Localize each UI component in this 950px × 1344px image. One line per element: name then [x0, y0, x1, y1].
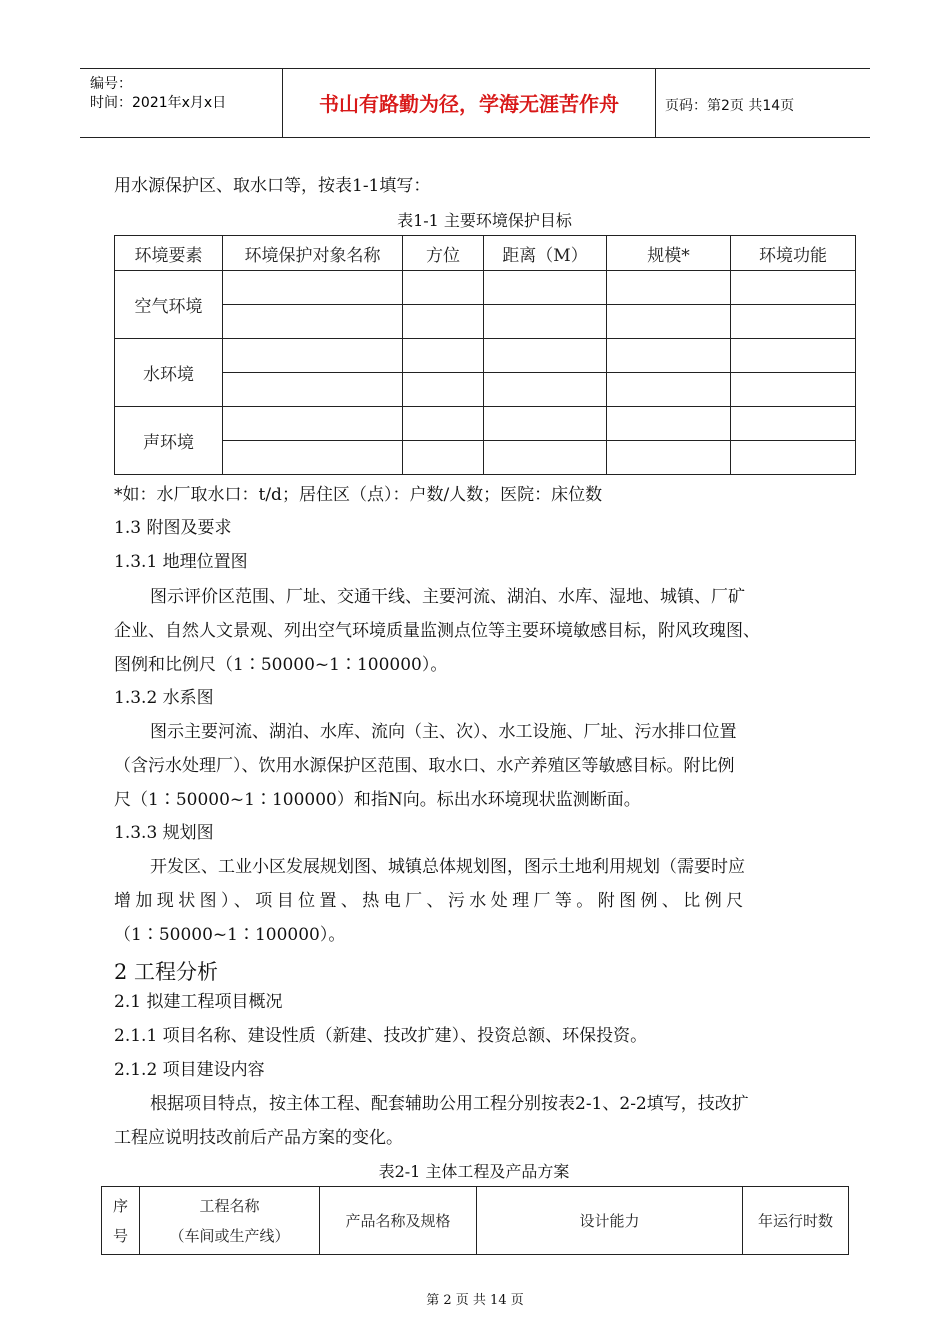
header-line: 序 [112, 1196, 128, 1215]
header-line: 工程名称 [199, 1196, 260, 1215]
paragraph-line: 增加现状图）、项目位置、热电厂、污水处理厂等。附图例、比例尺 [114, 891, 748, 911]
paragraph-line: 图示评价区范围、厂址、交通干线、主要河流、湖泊、水库、湿地、城镇、厂矿 [150, 587, 745, 607]
group-label: 水环境 [115, 339, 223, 407]
column-header-index [102, 1187, 140, 1255]
column-header: 环境保护对象名称 [223, 236, 403, 271]
paragraph-line: 根据项目特点，按主体工程、配套辅助公用工程分别按表2-1、2-2填写，技改扩 [150, 1094, 749, 1114]
table-row [115, 339, 856, 373]
date-label: 时间：2021年x月x日 [90, 95, 227, 111]
serial-label: 编号： [90, 76, 132, 92]
header-line: （车间或生产线） [169, 1226, 290, 1245]
column-header-hours: 年运行时数 [743, 1187, 849, 1255]
paragraph-line: 图示主要河流、湖泊、水库、流向（主、次）、水工设施、厂址、污水排口位置 [150, 722, 737, 742]
table1-note: *如：水厂取水口：t/d；居住区（点）：户数/人数；医院：床位数 [114, 485, 603, 505]
section-heading: 1.3.3 规划图 [114, 823, 214, 843]
group-label: 声环境 [115, 407, 223, 475]
chapter-heading: 2 工程分析 [114, 960, 219, 984]
column-header: 方位 [403, 236, 484, 271]
section-heading: 2.1.1 项目名称、建设性质（新建、技改扩建）、投资总额、环保投资。 [114, 1026, 648, 1046]
paragraph-line: （1∶50000~1∶100000）。 [114, 925, 346, 945]
table2-caption: 表2-1 主体工程及产品方案 [378, 1162, 570, 1181]
page-info: 页码：第2页 共14页 [665, 98, 795, 114]
column-header: 环境功能 [731, 236, 856, 271]
table-header-row [102, 1187, 849, 1255]
table-row [115, 305, 856, 339]
group-label: 空气环境 [115, 271, 223, 339]
section-heading: 2.1.2 项目建设内容 [114, 1060, 265, 1080]
column-header-product: 产品名称及规格 [320, 1187, 477, 1255]
paragraph-line: （含污水处理厂）、饮用水源保护区范围、取水口、水产养殖区等敏感目标。附比例 [114, 756, 735, 776]
column-header-capacity: 设计能力 [477, 1187, 743, 1255]
table-row [115, 441, 856, 475]
page-header [80, 68, 870, 138]
column-header: 环境要素 [115, 236, 223, 271]
section-heading: 1.3 附图及要求 [114, 518, 232, 538]
paragraph-line: 尺（1∶50000~1∶100000）和指N向。标出水环境现状监测断面。 [114, 790, 641, 810]
table-header-row [115, 236, 856, 271]
page-footer: 第 2 页 共 14 页 [426, 1293, 524, 1308]
section-heading: 1.3.2 水系图 [114, 688, 214, 708]
environment-targets-table [114, 235, 856, 475]
table-row [115, 407, 856, 441]
header-line: 号 [112, 1226, 128, 1245]
column-header: 距离（M） [484, 236, 607, 271]
paragraph-line: 开发区、工业小区发展规划图、城镇总体规划图，图示土地利用规划（需要时应 [150, 857, 745, 877]
header-divider [655, 69, 656, 137]
intro-line: 用水源保护区、取水口等，按表1-1填写： [114, 176, 431, 196]
paragraph-line: 工程应说明技改前后产品方案的变化。 [114, 1128, 403, 1148]
paragraph-line: 企业、自然人文景观、列出空气环境质量监测点位等主要环境敏感目标，附风玫瑰图、 [114, 621, 760, 641]
column-header: 规模* [607, 236, 731, 271]
table-row [115, 271, 856, 305]
column-header-project-name [140, 1187, 320, 1255]
motto: 书山有路勤为径，学海无涯苦作舟 [319, 92, 619, 116]
table1-caption: 表1-1 主要环境保护目标 [397, 211, 572, 230]
main-works-table [101, 1186, 849, 1255]
table-row [115, 373, 856, 407]
paragraph-line: 图例和比例尺（1∶50000~1∶100000）。 [114, 655, 448, 675]
section-heading: 1.3.1 地理位置图 [114, 552, 248, 572]
section-heading: 2.1 拟建工程项目概况 [114, 992, 283, 1012]
